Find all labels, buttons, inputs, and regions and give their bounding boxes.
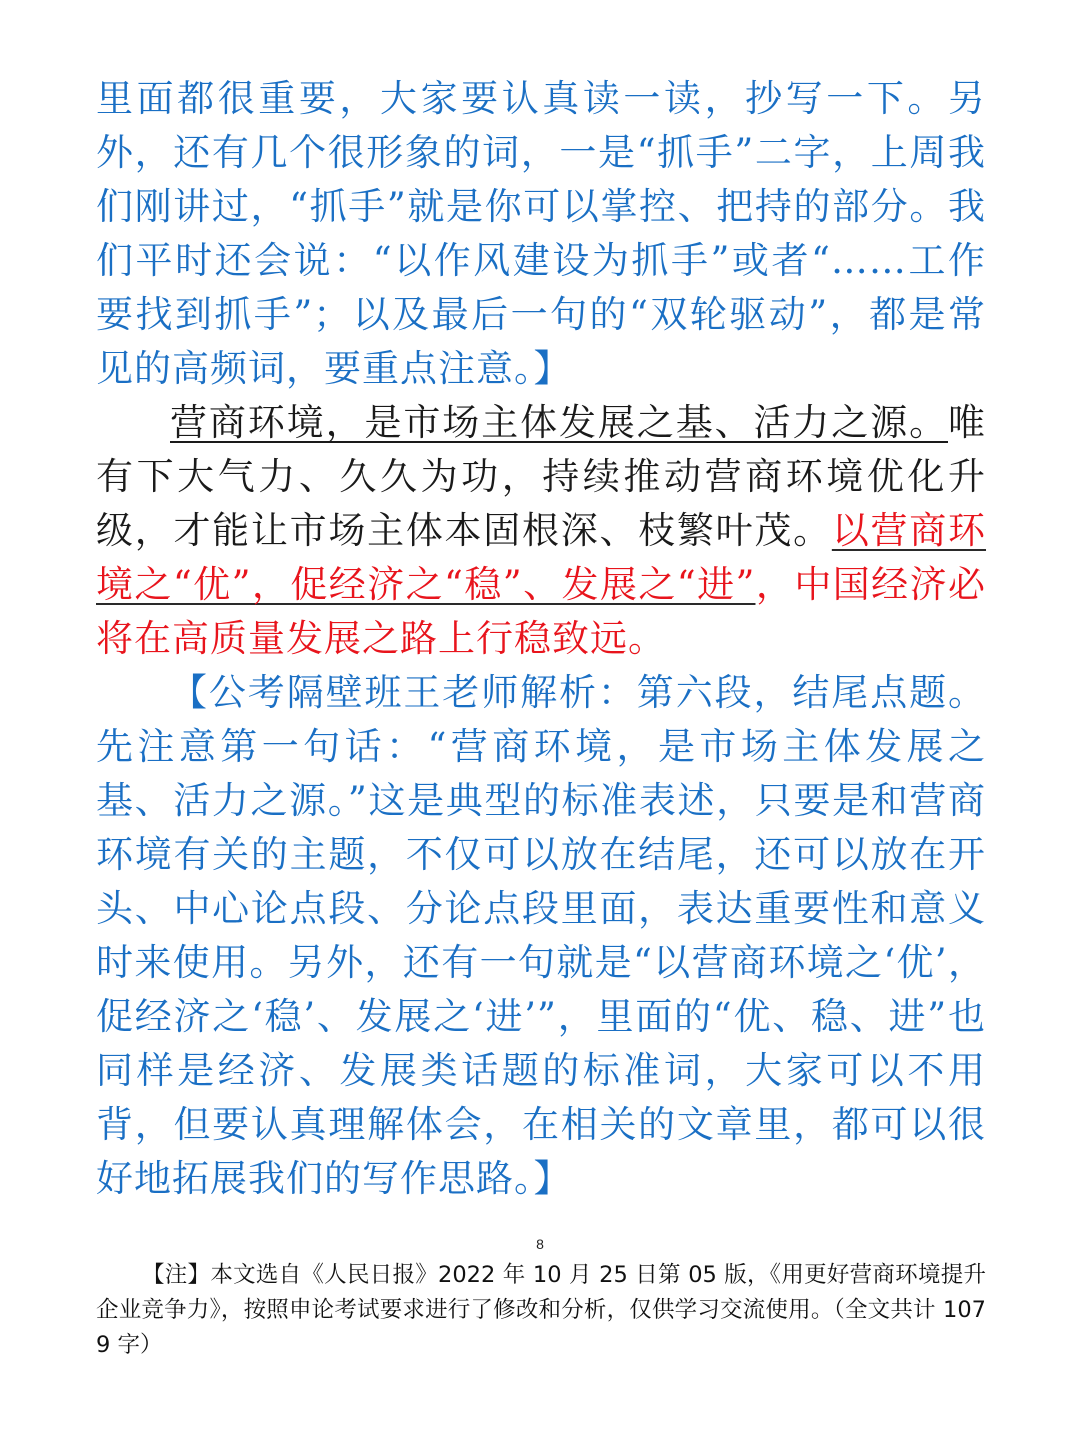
underlined-key-sentence: 营商环境，是市场主体发展之基、活力之源。	[170, 401, 948, 444]
analysis-paragraph-six: 【公考隔壁班王老师解析：第六段，结尾点题。先注意第一句话：“营商环境，是市场主体发展之基、活力之源。”这是典型的标准表述，只要是和营商环境有关的主题，不仅可以放在结尾，还可以放在开头、中心论点段、分论点段里面，表达重要性和意义时来使用。另外，还有一句就是“以营商环境之‘优’，促经济之‘稳’、发展之‘进’”，里面的“优、稳、进”也同样是经济、发展类话题的标准词，大家可以不用背，但要认真理解体会，在相关的文章里，都可以很好地拓展我们的写作思路。】	[96, 671, 986, 1200]
source-footnote: 【注】本文选自《人民日报》2022 年 10 月 25 日第 05 版，《用更好营商环境提升企业竞争力》，按照申论考试要求进行了修改和分析，仅供学习交流使用。（全文共计 1079 字）	[96, 1262, 986, 1358]
article-body	[96, 72, 986, 1206]
red-conclusion-text: ，中国经济必将在高质量发展之路上行稳致远。	[96, 563, 987, 660]
analysis-paragraph-continued: 里面都很重要，大家要认真读一读，抄写一下。另外，还有几个很形象的词，一是“抓手”二字，上周我们刚讲过，“抓手”就是你可以掌控、把持的部分。我们平时还会说：“以作风建设为抓手”或者“……工作要找到抓手”；以及最后一句的“双轮驱动”，都是常见的高频词，要重点注意。】	[96, 77, 986, 390]
article-paragraph-six	[96, 396, 986, 666]
page-number: 8	[536, 1236, 544, 1252]
red-underlined-sentence: 以营商环境之“优”，促经济之“稳”、发展之“进”	[96, 509, 987, 606]
paragraph-body-text: 唯有下大气力、久久为功，持续推动营商环境优化升级，才能让市场主体本固根深、枝繁叶茂。	[96, 401, 986, 552]
